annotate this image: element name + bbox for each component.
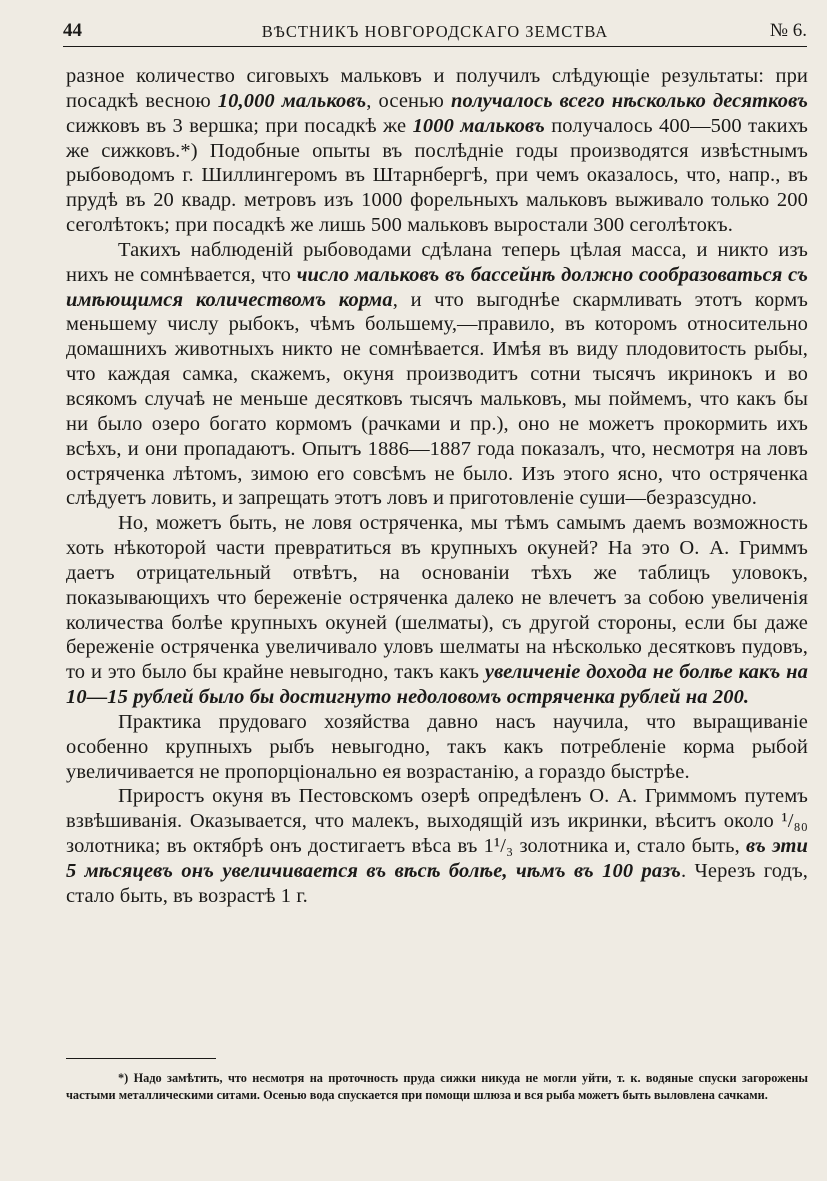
text-run: сижковъ въ 3 вершка; при посадкѣ же — [66, 114, 413, 137]
footnote: *) Надо замѣтить, что несмотря на проточность пруда сижки никуда не могли уйти, т. к. водяные спуски загорожены частыми металлическими ситами. Осенью вода спускается при помощи шлюза и вся рыба можетъ быть выловлена сачками. — [66, 1071, 808, 1102]
paragraph — [66, 64, 808, 238]
text-run: , осенью — [366, 89, 451, 112]
emphasized-text: увеличеніе дохода не болѣе какъ на 10—15 рублей было бы достигнуто недоловомъ остряченка рублей на 200. — [66, 661, 808, 709]
paragraph — [66, 784, 808, 908]
text-run: Практика прудоваго хозяйства давно насъ научила, что выращиваніе особенно крупныхъ рыбъ невыгодно, такъ какъ потребленіе корма рыбой увеличивается не пропорціонально ея возрастанію, а гораздо быстрѣе. — [66, 710, 808, 783]
text-run: , и что выгоднѣе скармливать этотъ кормъ меньшему числу рыбокъ, чѣмъ большему,—правило, въ которомъ относительно домашнихъ животныхъ никто не сомнѣвается. Имѣя въ виду плодовитость рыбы, что каждая самка, скажемъ, окуня производитъ сотни тысячъ икринокъ и во всякомъ случаѣ не меньше десятковъ тысячъ мальковъ, мы поймемъ, что какъ бы ни было озеро богато кормомъ (рачками и пр.), оно не можетъ прокормить ихъ всѣхъ, и они пропадаютъ. Опытъ 1886—1887 года показалъ, что, несмотря на ловъ остряченка лѣтомъ, зимою его совсѣмъ не было. Изъ этого ясно, что остряченка слѣдуетъ ловить, и запрещать этотъ ловъ и приготовленіе суши—безразсудно. — [66, 288, 808, 510]
paragraph — [66, 238, 808, 511]
page-header — [63, 18, 807, 47]
text-run: получалось 400—500 такихъ же сижковъ.*) Подобные опыты въ послѣдніе годы производятся извѣстнымъ рыбоводомъ г. Шиллингеромъ въ Штарнбергѣ, при чемъ оказалось, что, напр., въ прудѣ въ 20 квадр. метровъ изъ 1000 форельныхъ мальковъ выживало только 200 сеголѣтокъ; при посадкѣ же лишь 500 мальковъ выростали 300 сеголѣтокъ. — [66, 114, 808, 237]
paragraph — [66, 710, 808, 785]
text-run: разное количество сиговыхъ мальковъ и получилъ слѣдующіе результаты: при посадкѣ весною — [66, 65, 808, 112]
text-run: . Черезъ годъ, стало быть, въ возрастѣ 1 г. — [66, 860, 808, 907]
footnote-divider — [66, 1058, 216, 1059]
paragraph — [66, 511, 808, 710]
body-text — [66, 64, 808, 909]
page-number: 44 — [63, 20, 82, 41]
journal-title: ВѢСТНИКЪ НОВГОРОДСКАГО ЗЕМСТВА — [261, 22, 609, 41]
emphasized-text: получалось всего нѣсколько десятковъ — [450, 89, 808, 112]
emphasized-text: 1000 мальковъ — [412, 114, 545, 137]
emphasized-text: въ эти 5 мѣсяцевъ онъ увеличивается въ вѣсѣ болѣе, чѣмъ въ 100 разъ — [66, 835, 809, 882]
text-run: Приростъ окуня въ Пестовскомъ озерѣ опредѣленъ О. А. Гриммомъ путемъ взвѣшиванія. Оказывается, что малекъ, выходящій изъ икринки, вѣситъ около ¹/₈₀ золотника; въ октябрѣ онъ достигаетъ вѣса въ 1¹/₃ золотника и, стало быть, — [66, 785, 808, 858]
emphasized-text: 10,000 мальковъ — [217, 89, 367, 112]
text-run: Такихъ наблюденій рыбоводами сдѣлана теперь цѣлая масса, и никто изъ нихъ не сомнѣвается, что — [66, 238, 808, 286]
text-run: Но, можетъ быть, не ловя остряченка, мы тѣмъ самымъ даемъ возможность хоть нѣкоторой части превратиться въ крупныхъ окуней? На это О. А. Гриммъ даетъ отрицательный отвѣтъ, на основаніи тѣхъ же таблицъ уловокъ, показывающихъ что береженіе остряченка далеко не влечетъ за собою увеличенія количества болѣе крупныхъ окуней (шелматы), съ другой стороны, если бы даже береженіе остряченка увеличивало уловъ шелматы на нѣсколько десятковъ пудовъ, то и это было бы крайне невыгодно, такъ какъ — [66, 512, 808, 684]
emphasized-text: число мальковъ въ бассейнѣ должно сообразоваться съ имѣющимся количествомъ корма — [66, 263, 808, 311]
issue-number: № 6. — [769, 20, 807, 41]
